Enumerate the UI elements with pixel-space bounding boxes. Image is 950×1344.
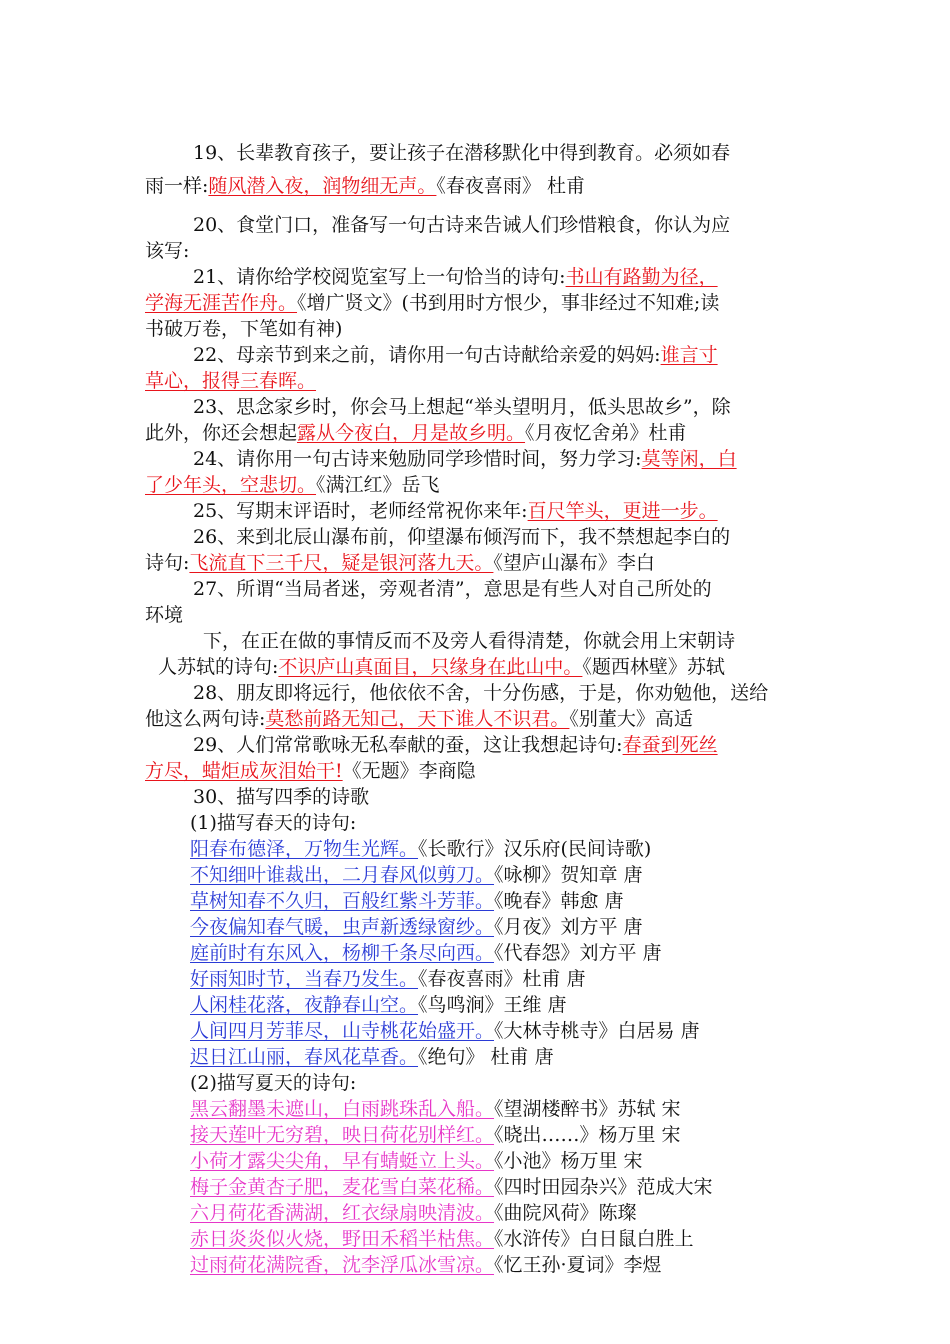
- text-line: [190, 992, 567, 1018]
- poem-answer: 草心，报得三春晖。: [145, 370, 317, 392]
- text-line: [193, 732, 718, 758]
- poem-answer: 草树知春不久归，百般红紫斗芳菲。: [190, 890, 495, 912]
- poem-answer: 方尽，蜡炬成灰泪始干!: [145, 760, 343, 782]
- text-line: [190, 1174, 713, 1200]
- source-citation: 《别董大》高适: [569, 708, 693, 730]
- prompt-text: 下，在正在做的事情反而不及旁人看得清楚，你就会用上宋朝诗: [203, 630, 736, 652]
- source-citation: 《小池》杨万里 宋: [494, 1150, 643, 1172]
- text-line: [193, 394, 731, 420]
- source-citation: 《忆王孙·夏词》李煜: [494, 1254, 662, 1276]
- source-citation: 《增广贤文》(书到用时方恨少，事非经过不知难;读: [297, 292, 720, 314]
- poem-answer: 不识庐山真面目，只缘身在此山中。: [278, 656, 583, 678]
- text-line: [190, 1148, 643, 1174]
- source-citation: 《长歌行》汉乐府(民间诗歌): [418, 838, 652, 860]
- prompt-text: 他这么两句诗:: [145, 708, 266, 730]
- prompt-text: 20、食堂门口，准备写一句古诗来告诫人们珍惜粮食，你认为应: [193, 214, 731, 236]
- text-line: [190, 862, 643, 888]
- poem-answer: 过雨荷花满院香，沈李浮瓜冰雪凉。: [190, 1254, 495, 1276]
- text-line: [193, 212, 730, 238]
- poem-answer: 小荷才露尖尖角，早有蜻蜓立上头。: [190, 1150, 495, 1172]
- poem-answer: 六月荷花香满湖，红衣绿扇映清波。: [190, 1202, 495, 1224]
- poem-answer: 赤日炎炎似火烧，野田禾稻半枯焦。: [190, 1228, 495, 1250]
- text-line: [145, 550, 655, 576]
- prompt-text: 21、请你给学校阅览室写上一句恰当的诗句:: [193, 266, 566, 288]
- poem-answer: 接天莲叶无穷碧，映日荷花别样红。: [190, 1124, 495, 1146]
- poem-answer: 今夜偏知春气暖，虫声新透绿窗纱。: [190, 916, 495, 938]
- prompt-text: 27、所谓“当局者迷，旁观者清”，意思是有些人对自己所处的: [193, 578, 712, 600]
- text-line: [190, 1044, 554, 1070]
- source-citation: 《四时田园杂兴》范成大宋: [494, 1176, 713, 1198]
- prompt-text: 25、写期末评语时，老师经常祝你来年:: [193, 500, 528, 522]
- text-line: [145, 420, 687, 446]
- text-line: [190, 1070, 356, 1096]
- poem-answer: 莫等闲，白: [641, 448, 737, 470]
- prompt-text: 26、来到北辰山瀑布前，仰望瀑布倾泻而下，我不禁想起李白的: [193, 526, 731, 548]
- source-citation: 《满江红》岳飞: [316, 474, 440, 496]
- prompt-text: 诗句:: [145, 552, 190, 574]
- poem-answer: 谁言寸: [660, 344, 718, 366]
- text-line: [145, 706, 693, 732]
- text-line: [190, 1252, 662, 1278]
- text-line: [203, 628, 735, 654]
- text-line: [193, 524, 730, 550]
- poem-answer: 阳春布德泽，万物生光辉。: [190, 838, 419, 860]
- text-line: [190, 836, 651, 862]
- text-line: [190, 940, 662, 966]
- poem-answer: 梅子金黄杏子肥，麦花雪白菜花稀。: [190, 1176, 495, 1198]
- poem-answer: 露从今夜白，月是故乡明。: [297, 422, 526, 444]
- text-line: [190, 1096, 681, 1122]
- text-line: [145, 368, 316, 394]
- poem-answer: 百尺竿头，更进一步。: [527, 500, 718, 522]
- text-line: [190, 914, 643, 940]
- text-line: [145, 758, 476, 784]
- text-line: [145, 238, 189, 264]
- prompt-text: 19、长辈教育孩子，要让孩子在潜移默化中得到教育。必须如春: [193, 142, 731, 164]
- source-citation: 《晓出……》杨万里 宋: [494, 1124, 681, 1146]
- text-line: [190, 1226, 694, 1252]
- prompt-text: 30、描写四季的诗歌: [193, 786, 370, 808]
- prompt-text: 29、人们常常歌咏无私奉献的蚕，这让我想起诗句:: [193, 734, 623, 756]
- prompt-text: 人苏轼的诗句:: [158, 656, 279, 678]
- text-line: [145, 602, 183, 628]
- source-citation: 《晚春》韩愈 唐: [494, 890, 624, 912]
- source-citation: 《望湖楼醉书》苏轼 宋: [494, 1098, 681, 1120]
- source-citation: 《题西林壁》苏轼: [582, 656, 725, 678]
- source-citation: 《春夜喜雨》 杜甫: [436, 175, 585, 197]
- poem-answer: 了少年头，空悲切。: [145, 474, 317, 496]
- poem-answer: 人间四月芳菲尽，山寺桃花始盛开。: [190, 1020, 495, 1042]
- source-citation: 《望庐山瀑布》李白: [493, 552, 655, 574]
- poem-answer: 好雨知时节，当春乃发生。: [190, 968, 419, 990]
- source-citation: 《咏柳》贺知章 唐: [494, 864, 643, 886]
- prompt-text: 书破万卷，下笔如有神): [145, 318, 343, 340]
- source-citation: 《代春怨》刘方平 唐: [494, 942, 662, 964]
- text-line: [193, 446, 737, 472]
- prompt-text: 该写:: [145, 240, 190, 262]
- prompt-text: 23、思念家乡时，你会马上想起“举头望明月，低头思故乡”，除: [193, 396, 731, 418]
- text-line: [193, 140, 730, 166]
- text-line: [145, 316, 342, 342]
- source-citation: 《月夜》刘方平 唐: [494, 916, 643, 938]
- text-line: [193, 784, 369, 810]
- prompt-text: 环境: [145, 604, 184, 626]
- source-citation: 《月夜忆舍弟》杜甫: [525, 422, 687, 444]
- source-citation: 《鸟鸣涧》王维 唐: [418, 994, 567, 1016]
- poem-answer: 人闲桂花落，夜静春山空。: [190, 994, 419, 1016]
- prompt-text: (1)描写春天的诗句:: [190, 812, 357, 834]
- poem-answer: 不知细叶谁裁出，二月春风似剪刀。: [190, 864, 495, 886]
- text-line: [193, 498, 718, 524]
- source-citation: 《春夜喜雨》杜甫 唐: [418, 968, 586, 990]
- poem-answer: 黑云翻墨未遮山，白雨跳珠乱入船。: [190, 1098, 495, 1120]
- text-line: [190, 888, 624, 914]
- prompt-text: 22、母亲节到来之前，请你用一句古诗献给亲爱的妈妈:: [193, 344, 661, 366]
- source-citation: 《无题》李商隐: [342, 760, 476, 782]
- text-line: [193, 680, 768, 706]
- poem-answer: 春蚕到死丝: [622, 734, 718, 756]
- text-line: [193, 264, 718, 290]
- source-citation: 《大林寺桃寺》白居易 唐: [494, 1020, 700, 1042]
- text-line: [193, 576, 712, 602]
- text-line: [190, 1018, 700, 1044]
- poem-answer: 庭前时有东风入，杨柳千条尽向西。: [190, 942, 495, 964]
- poem-answer: 飞流直下三千尺，疑是银河落九天。: [189, 552, 494, 574]
- prompt-text: 雨一样:: [145, 175, 209, 197]
- poem-answer: 书山有路勤为径，: [565, 266, 718, 288]
- text-line: [193, 342, 718, 368]
- prompt-text: 28、朋友即将远行，他依依不舍，十分伤感，于是，你劝勉他，送给: [193, 682, 769, 704]
- text-line: [190, 1200, 637, 1226]
- poem-answer: 迟日江山丽，春风花草香。: [190, 1046, 419, 1068]
- text-line: [190, 1122, 681, 1148]
- poem-answer: 莫愁前路无知己，天下谁人不识君。: [265, 708, 570, 730]
- text-line: [145, 472, 440, 498]
- text-line: [145, 290, 719, 316]
- text-line: [158, 654, 725, 680]
- poem-answer: 随风潜入夜，润物细无声。: [208, 175, 437, 197]
- source-citation: 《绝句》 杜甫 唐: [418, 1046, 554, 1068]
- poem-answer: 学海无涯苦作舟。: [145, 292, 298, 314]
- source-citation: 《曲院风荷》陈璨: [494, 1202, 637, 1224]
- prompt-text: 此外，你还会想起: [145, 422, 298, 444]
- prompt-text: (2)描写夏天的诗句:: [190, 1072, 357, 1094]
- prompt-text: 24、请你用一句古诗来勉励同学珍惜时间，努力学习:: [193, 448, 642, 470]
- text-line: [190, 810, 356, 836]
- text-line: [190, 966, 586, 992]
- text-line: [145, 173, 585, 199]
- source-citation: 《水浒传》白日鼠白胜上: [494, 1228, 694, 1250]
